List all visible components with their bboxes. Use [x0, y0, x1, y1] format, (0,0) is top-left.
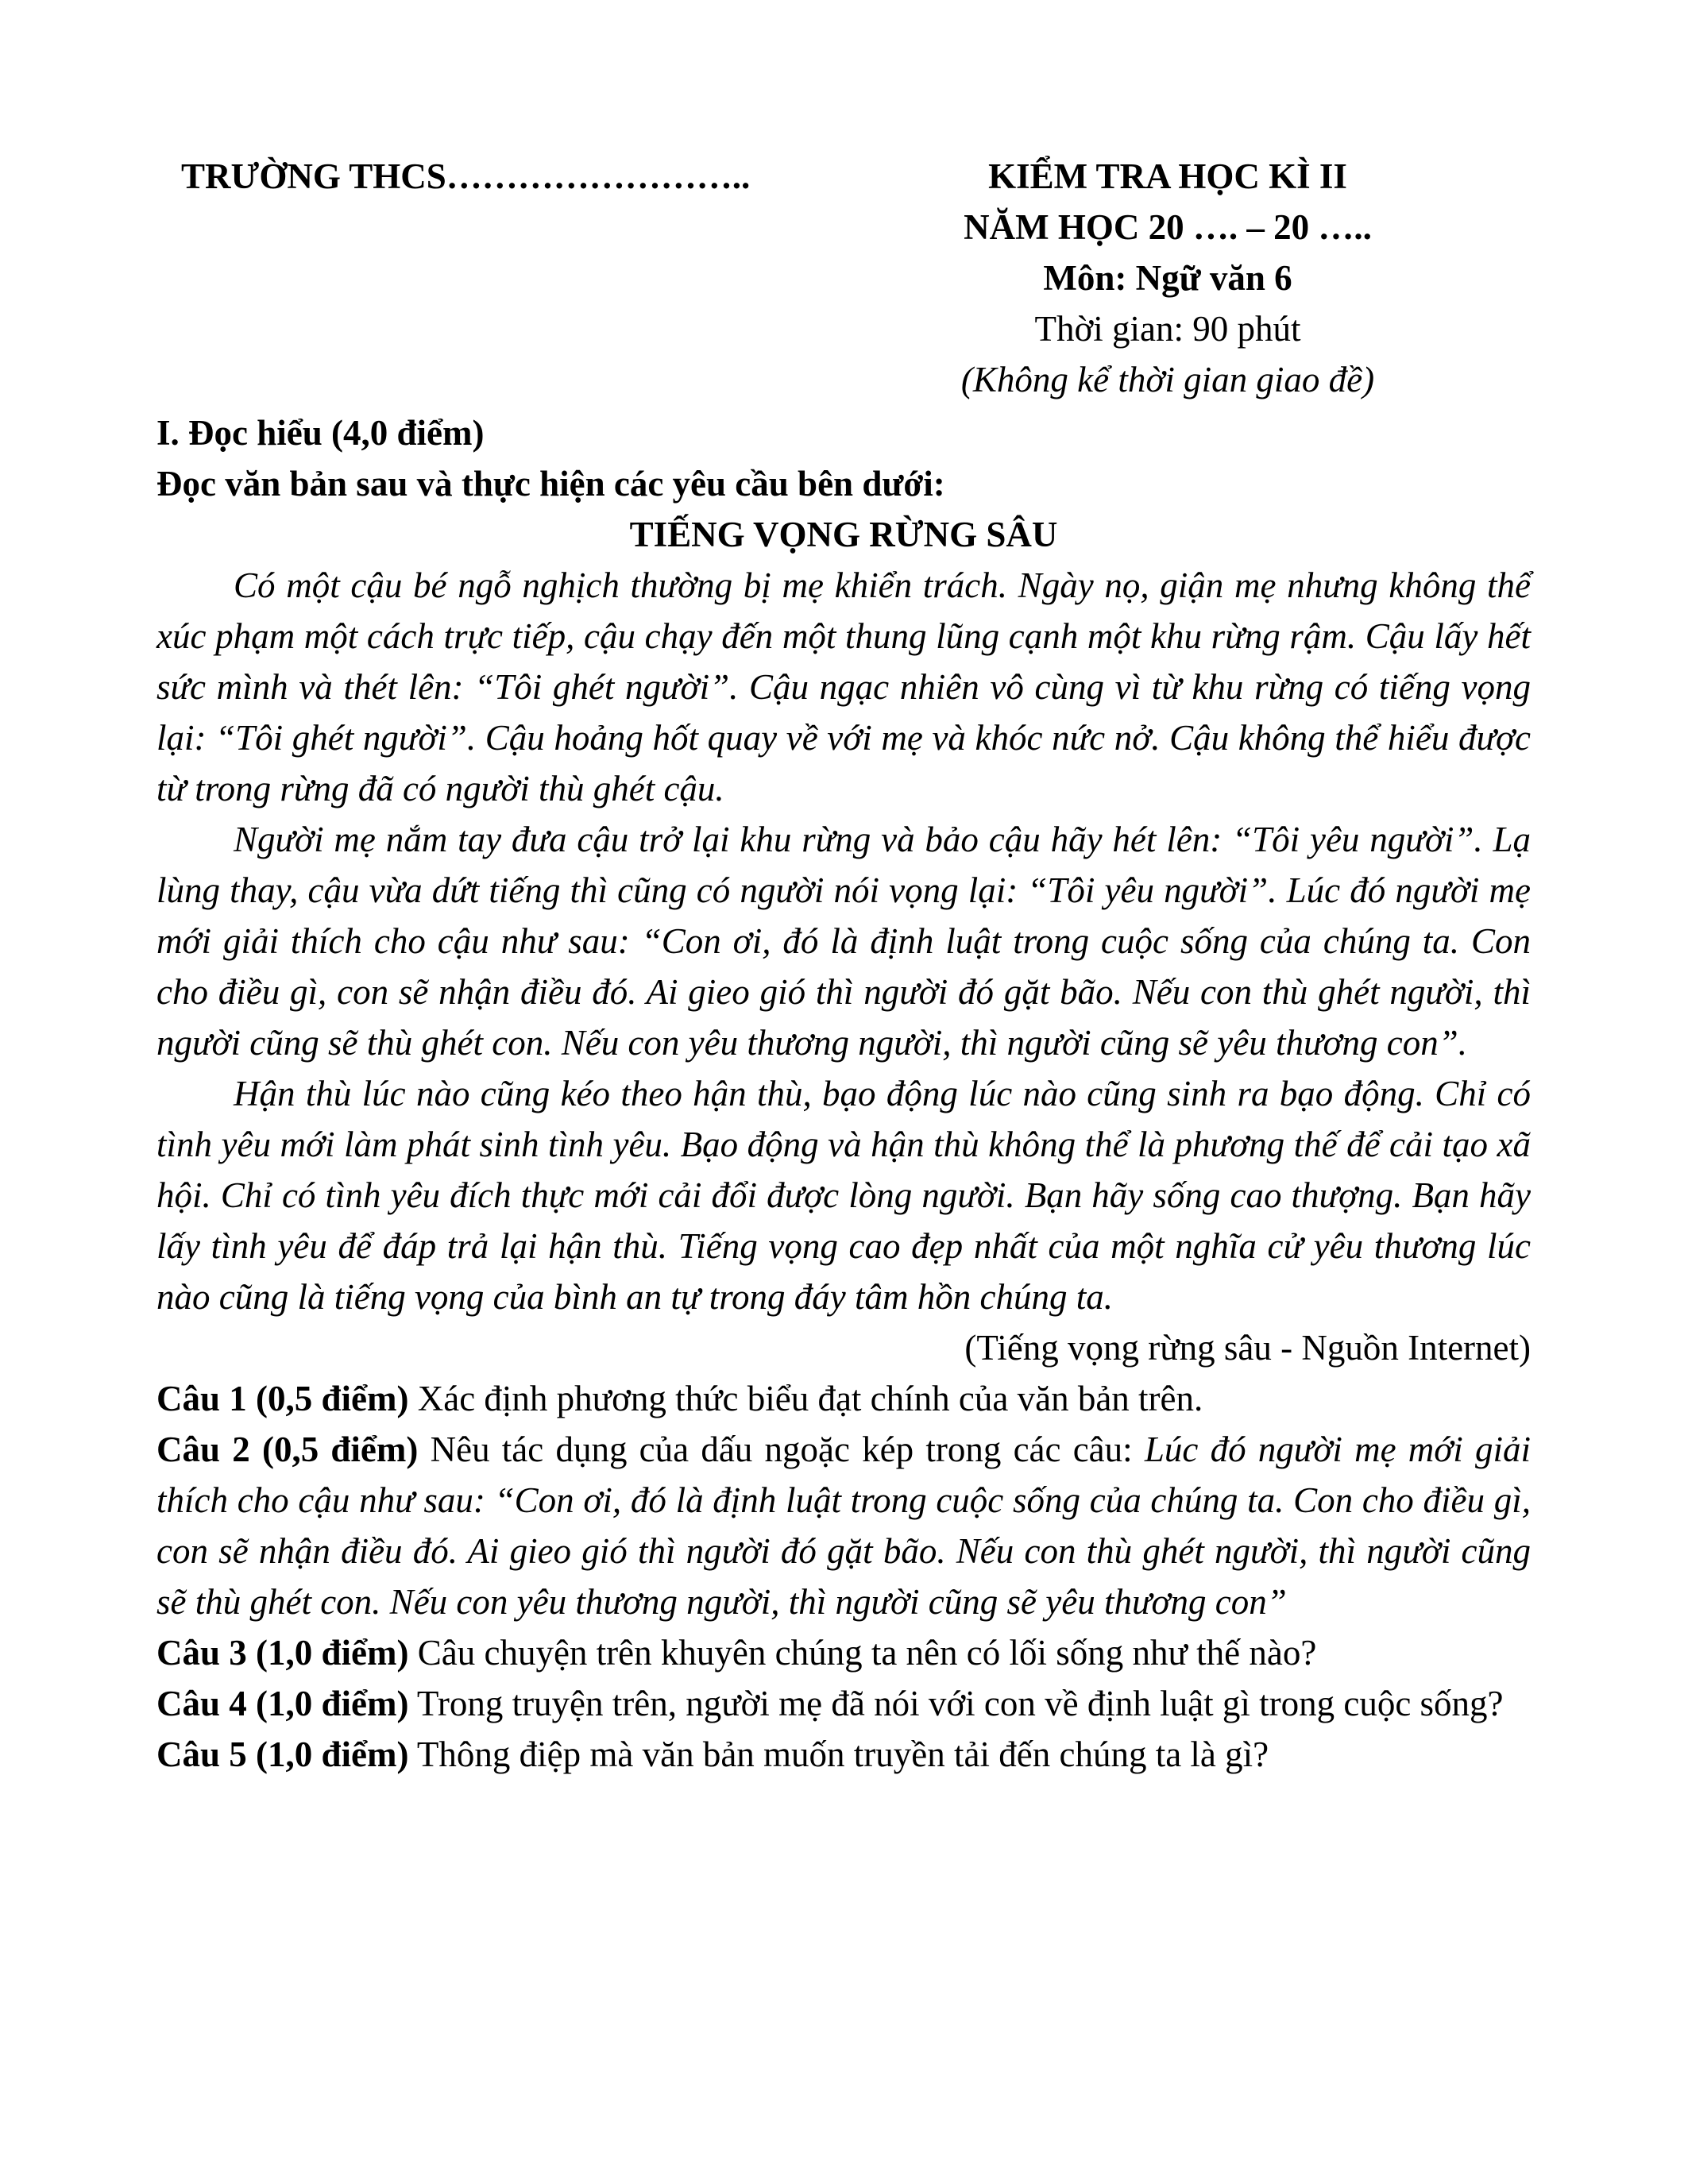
story-paragraph: Hận thù lúc nào cũng kéo theo hận thù, bạo động lúc nào cũng sinh ra bạo động. Chỉ có tình yêu mới làm phát sinh tình yêu. Bạo động và hận thù không thể là phương thế để cải tạo xã hội. Chỉ có tình yêu đích thực mới cải đổi được lòng người. Bạn hãy sống cao thượng. Bạn hãy lấy tình yêu để đáp trả lại hận thù. Tiếng vọng cao đẹp nhất của một nghĩa cử yêu thương lúc nào cũng là tiếng vọng của bình an tự trong đáy tâm hồn chúng ta.	[156, 1074, 1531, 1317]
question-label: Câu 3 (1,0 điểm)	[156, 1633, 409, 1673]
question-text: Nêu tác dụng của dấu ngoặc kép trong các câu:	[418, 1430, 1145, 1469]
question-text: Thông điệp mà văn bản muốn truyền tải đến chúng ta là gì?	[408, 1734, 1269, 1774]
school-name: TRƯỜNG THCS……………………..	[181, 156, 751, 196]
question-label: Câu 5 (1,0 điểm)	[156, 1734, 409, 1774]
story-source: (Tiếng vọng rừng sâu - Nguồn Internet)	[964, 1328, 1531, 1368]
question-4	[156, 1678, 1531, 1729]
question-quote: Lúc đó người mẹ mới giải thích cho cậu như sau: “Con ơi, đó là định luật trong cuộc sống của chúng ta. Con cho điều gì, con sẽ nhận điều đó. Ai gieo gió thì người đó gặt bão. Nếu con thù ghét người, thì người cũng sẽ thù ghét con. Nếu con yêu thương người, thì người cũng sẽ yêu thương con”	[156, 1430, 1532, 1622]
duration-note: (Không kể thời gian giao đề)	[960, 360, 1375, 399]
question-5	[156, 1729, 1531, 1780]
question-3	[156, 1627, 1531, 1678]
duration: Thời gian: 90 phút	[1034, 309, 1301, 349]
story-title: TIẾNG VỌNG RỪNG SÂU	[629, 515, 1058, 554]
exam-content	[156, 407, 1531, 1780]
question-text: Câu chuyện trên khuyên chúng ta nên có lối sống như thế nào?	[408, 1633, 1317, 1673]
reading-instruction: Đọc văn bản sau và thực hiện các yêu cầu bên dưới:	[156, 464, 945, 504]
question-label: Câu 4 (1,0 điểm)	[156, 1684, 409, 1723]
subject: Môn: Ngữ văn 6	[1043, 258, 1292, 298]
story-paragraph: Có một cậu bé ngỗ nghịch thường bị mẹ khiển trách. Ngày nọ, giận mẹ nhưng không thể xúc phạm một cách trực tiếp, cậu chạy đến một thung lũng cạnh một khu rừng rậm. Cậu lấy hết sức mình và thét lên: “Tôi ghét người”. Cậu ngạc nhiên vô cùng vì từ khu rừng có tiếng vọng lại: “Tôi ghét người”. Cậu hoảng hốt quay về với mẹ và khóc nức nở. Cậu không thể hiểu được từ trong rừng đã có người thù ghét cậu.	[156, 565, 1531, 808]
exam-header	[0, 151, 1688, 413]
exam-title: KIỂM TRA HỌC KÌ II	[988, 156, 1347, 196]
question-1	[156, 1373, 1531, 1424]
question-2	[156, 1424, 1531, 1627]
question-text: Trong truyện trên, người mẹ đã nói với con về định luật gì trong cuộc sống?	[408, 1684, 1504, 1723]
section-title: I. Đọc hiểu (4,0 điểm)	[156, 413, 485, 453]
school-year: NĂM HỌC 20 …. – 20 …..	[964, 207, 1372, 247]
story-paragraph: Người mẹ nắm tay đưa cậu trở lại khu rừng và bảo cậu hãy hét lên: “Tôi yêu người”. Lạ lùng thay, cậu vừa dứt tiếng thì cũng có người nói vọng lại: “Tôi yêu người”. Lúc đó người mẹ mới giải thích cho cậu như sau: “Con ơi, đó là định luật trong cuộc sống của chúng ta. Con cho điều gì, con sẽ nhận điều đó. Ai gieo gió thì người đó gặt bão. Nếu con thù ghét người, thì người cũng sẽ thù ghét con. Nếu con yêu thương người, thì người cũng sẽ yêu thương con”.	[156, 820, 1531, 1063]
question-label: Câu 2 (0,5 điểm)	[156, 1430, 419, 1469]
question-text: Xác định phương thức biểu đạt chính của văn bản trên.	[408, 1379, 1203, 1418]
question-label: Câu 1 (0,5 điểm)	[156, 1379, 409, 1418]
exam-info	[898, 151, 1438, 405]
